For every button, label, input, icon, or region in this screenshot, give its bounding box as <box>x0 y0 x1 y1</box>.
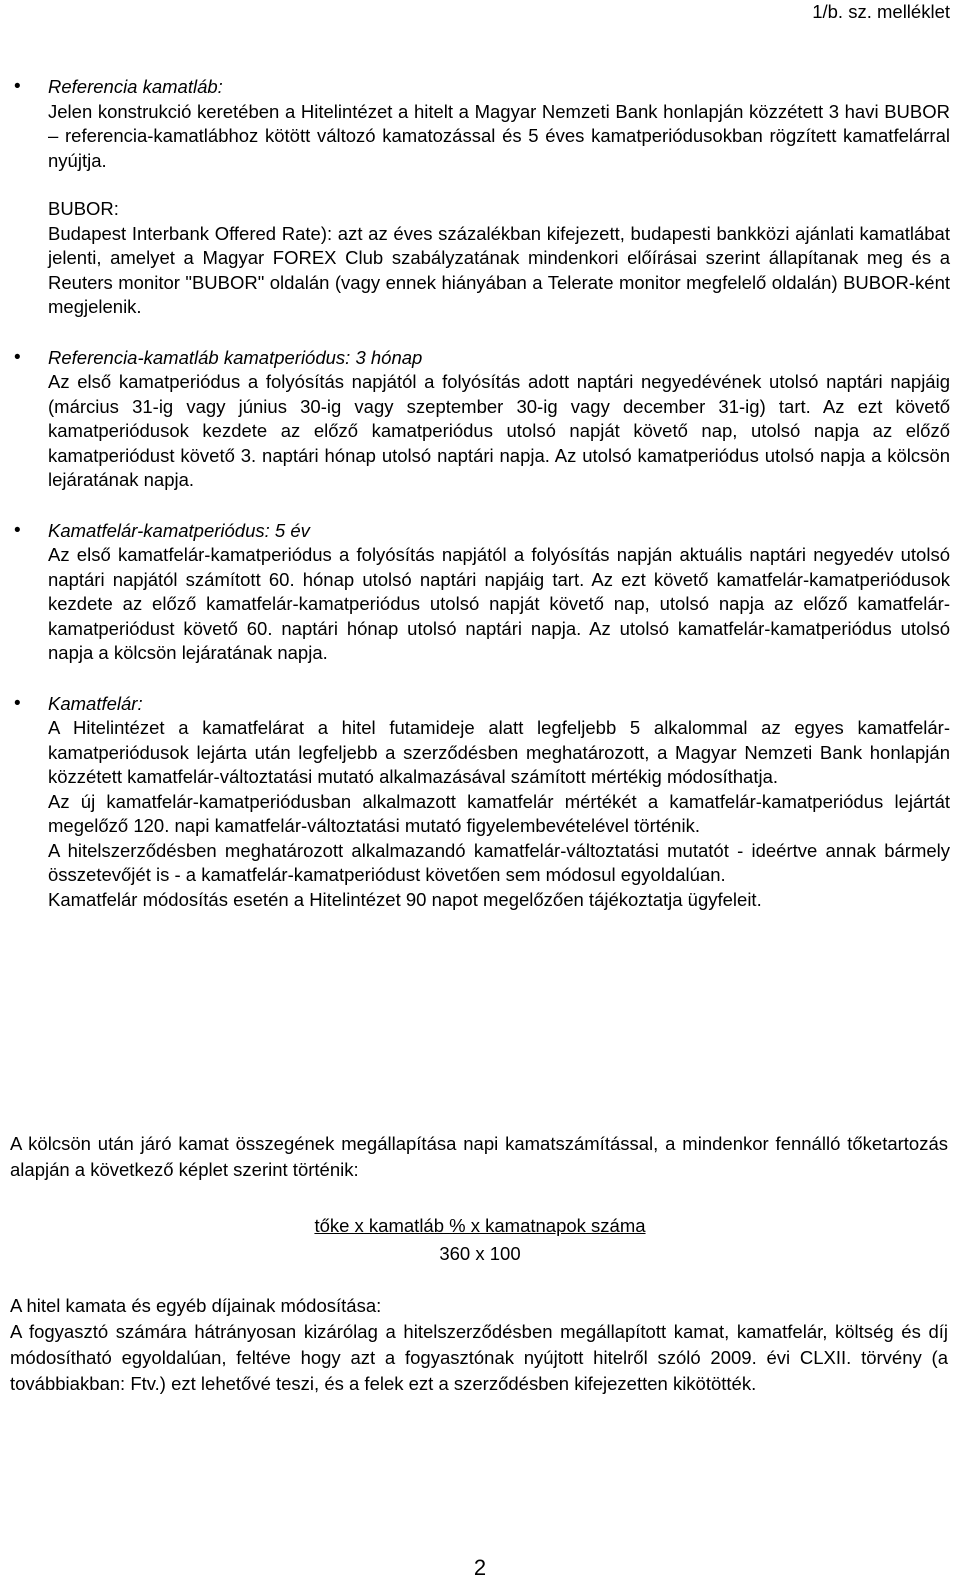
section-heading: • Referencia kamatláb: <box>48 76 223 97</box>
formula-numerator: tőke x kamatláb % x kamatnapok száma <box>314 1215 646 1236</box>
section-paragraph: A Hitelintézet a kamatfelárat a hitel futamideje alatt legfeljebb 5 alkalommal az egyes kamatfelár-kamatperiódusok lejárta után legfeljebb a szerződésben meghatározott, a Magyar Nemzeti Bank honlapján közzétett kamatfelár-változtatási mutató alkalmazásával számított mértékig módosíthatja. <box>48 717 950 787</box>
bullet-list <box>10 75 950 938</box>
section-heading: • Kamatfelár-kamatperiódus: 5 év <box>48 519 310 541</box>
section-heading: • Referencia-kamatláb kamatperiódus: 3 hónap <box>48 346 423 368</box>
modification-text: A fogyasztó számára hátrányosan kizárólag a hitelszerződésben megállapított kamat, kamatfelár, költség és díj módosítható egyoldalúan, feltéve hogy azt a fogyasztónak nyújtott hitelről szóló 2009. évi CLXII. törvény (a továbbiakban: Ftv.) ezt lehetővé teszi, és a felek ezt a szerződésben kifejezetten kikötötték. <box>10 1321 948 1394</box>
section-paragraph: Kamatfelár módosítás esetén a Hitelintézet 90 napot megelőzően tájékoztatja ügyfeleit. <box>48 888 762 910</box>
list-item <box>10 692 950 913</box>
section-paragraph: Az első kamatfelár-kamatperiódus a folyósítás napjától a folyósítás napján aktuális naptári negyedév utolsó naptári napjától számított 60. hónap utolsó naptári napjáig tart. Az ezt követő kamatfelár-kamatperiódusok kezdete az előző kamatfelár-kamatperiódus utolsó napját követő nap, utolsó napja az előző kamatfelár-kamatperiódust követő 60. naptári hónap utolsó naptári napja. Az utolsó kamatfelár-kamatperiódus utolsó napja a kölcsön lejáratának napja. <box>48 544 950 663</box>
section-heading: • Kamatfelár: <box>48 692 143 714</box>
section-paragraph: Jelen konstrukció keretében a Hitelintézet a hitelt a Magyar Nemzeti Bank honlapján közzétett 3 havi BUBOR – referencia-kamatlábhoz kötött változó kamatozással és 5 éves kamatperiódusokban rögzített kamatfelárral nyújtja. <box>48 100 950 171</box>
modification-heading: A hitel kamata és egyéb díjainak módosítása: <box>10 1295 382 1316</box>
section-subheading: BUBOR: <box>48 198 119 219</box>
list-item <box>10 346 950 493</box>
section-paragraph: Az új kamatfelár-kamatperiódusban alkalmazott kamatfelár mértékét a kamatfelár-kamatperiódus lejártát megelőző 120. napi kamatfelár-változtatási mutató figyelembevételével történik. <box>48 790 950 836</box>
page-number: 2 <box>473 1555 487 1580</box>
interest-formula <box>0 1212 960 1268</box>
section-paragraph: Budapest Interbank Offered Rate): azt az éves százalékban kifejezett, budapesti bankközi ajánlati kamatlábat jelenti, amelyet a Magyar FOREX Club szabályzatának mindenkori előírásai szerint állapítanak meg és a Reuters monitor "BUBOR" oldalán (vagy ennek hiányában a Telerate monitor megfelelő oldalán) BUBOR-ként megjelenik. <box>48 222 950 317</box>
section-paragraph: A hitelszerződésben meghatározott alkalmazandó kamatfelár-változtatási mutatót - ideértve annak bármely összetevőjét is - a kamatfelár-kamatperiódust követően sem módosul egyoldalúan. <box>48 839 950 885</box>
formula-denominator: 360 x 100 <box>439 1243 521 1264</box>
section-paragraph: Az első kamatperiódus a folyósítás napjától a folyósítás adott naptári negyedévének utolsó naptári napjáig (március 31-ig vagy június 30-ig vagy szeptember 30-ig vagy december 31-ig) tart. Az ezt követő kamatperiódusok kezdete az előző kamatperiódus utolsó napját követő nap, utolsó napja az előző kamatperiódust követő 3. naptári hónap utolsó naptári napja. Az utolsó kamatperiódus utolsó napja a kölcsön lejáratának napja. <box>48 371 950 490</box>
annex-label: 1/b. sz. melléklet <box>812 1 950 22</box>
interest-intro: A kölcsön után járó kamat összegének megállapítása napi kamatszámítással, a mindenkor fennálló tőketartozás alapján a következő képlet szerint történik: <box>10 1133 948 1180</box>
list-item <box>10 75 950 320</box>
list-item <box>10 519 950 666</box>
